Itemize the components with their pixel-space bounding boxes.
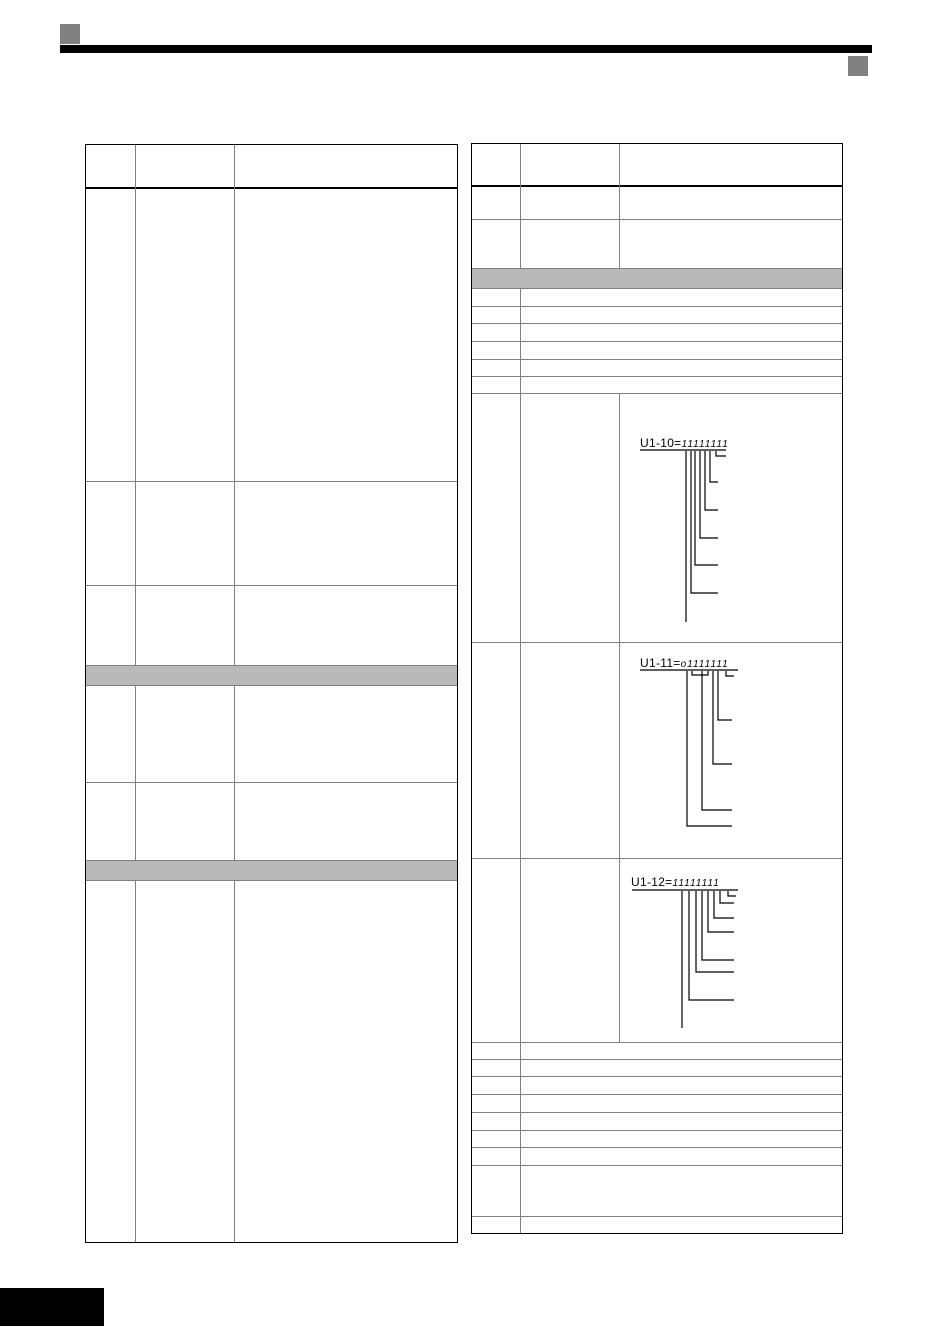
section-header-row xyxy=(472,268,842,289)
u1-11-bit-diagram xyxy=(630,666,740,831)
u1-12-bit-diagram xyxy=(630,886,742,1031)
left-col-divider-2 xyxy=(234,881,235,1242)
left-col-divider-1 xyxy=(135,881,136,1242)
left-table-header xyxy=(86,145,457,189)
table-row xyxy=(86,481,457,482)
table-row xyxy=(472,1130,842,1131)
left-table xyxy=(85,144,458,1243)
table-row xyxy=(472,393,842,394)
table-row xyxy=(472,341,842,342)
left-col-divider-1 xyxy=(135,145,136,666)
right-col-divider-1 xyxy=(520,144,521,269)
section-header-row xyxy=(86,860,457,881)
table-row xyxy=(472,1076,842,1077)
u1-10-label: U1-10=11111111 xyxy=(640,436,729,450)
left-col-divider-1 xyxy=(135,686,136,861)
header-marker-left xyxy=(60,24,80,44)
left-col-divider-2 xyxy=(234,686,235,861)
u1-10-digits: 11111111 xyxy=(681,439,729,450)
header-rule xyxy=(60,45,872,53)
section-header-row xyxy=(86,665,457,686)
table-row xyxy=(472,1112,842,1113)
right-table-header xyxy=(472,144,842,187)
table-row xyxy=(472,1216,842,1217)
page-number-tab xyxy=(0,1288,104,1326)
left-col-divider-2 xyxy=(234,145,235,666)
table-row xyxy=(472,1094,842,1095)
table-row xyxy=(86,782,457,783)
u1-12-digits: 11111111 xyxy=(672,878,720,889)
table-row xyxy=(472,1147,842,1148)
u1-12-label: U1-12=11111111 xyxy=(631,875,720,889)
table-row xyxy=(472,376,842,377)
table-row xyxy=(472,858,842,859)
u1-10-bit-diagram xyxy=(630,446,740,626)
header-marker-right xyxy=(848,56,868,76)
table-row xyxy=(472,219,842,220)
table-row xyxy=(472,642,842,643)
u1-11-label: U1-11=o1111111 xyxy=(640,656,729,670)
table-row xyxy=(472,306,842,307)
table-row xyxy=(86,585,457,586)
right-col-divider-2 xyxy=(619,393,620,1042)
right-col-divider-2 xyxy=(619,144,620,269)
table-row xyxy=(472,1165,842,1166)
table-row xyxy=(472,323,842,324)
table-row xyxy=(472,1042,842,1043)
table-row xyxy=(472,359,842,360)
table-row xyxy=(472,1059,842,1060)
right-col-divider-1 xyxy=(520,289,521,1233)
u1-11-digits: o1111111 xyxy=(680,659,729,670)
